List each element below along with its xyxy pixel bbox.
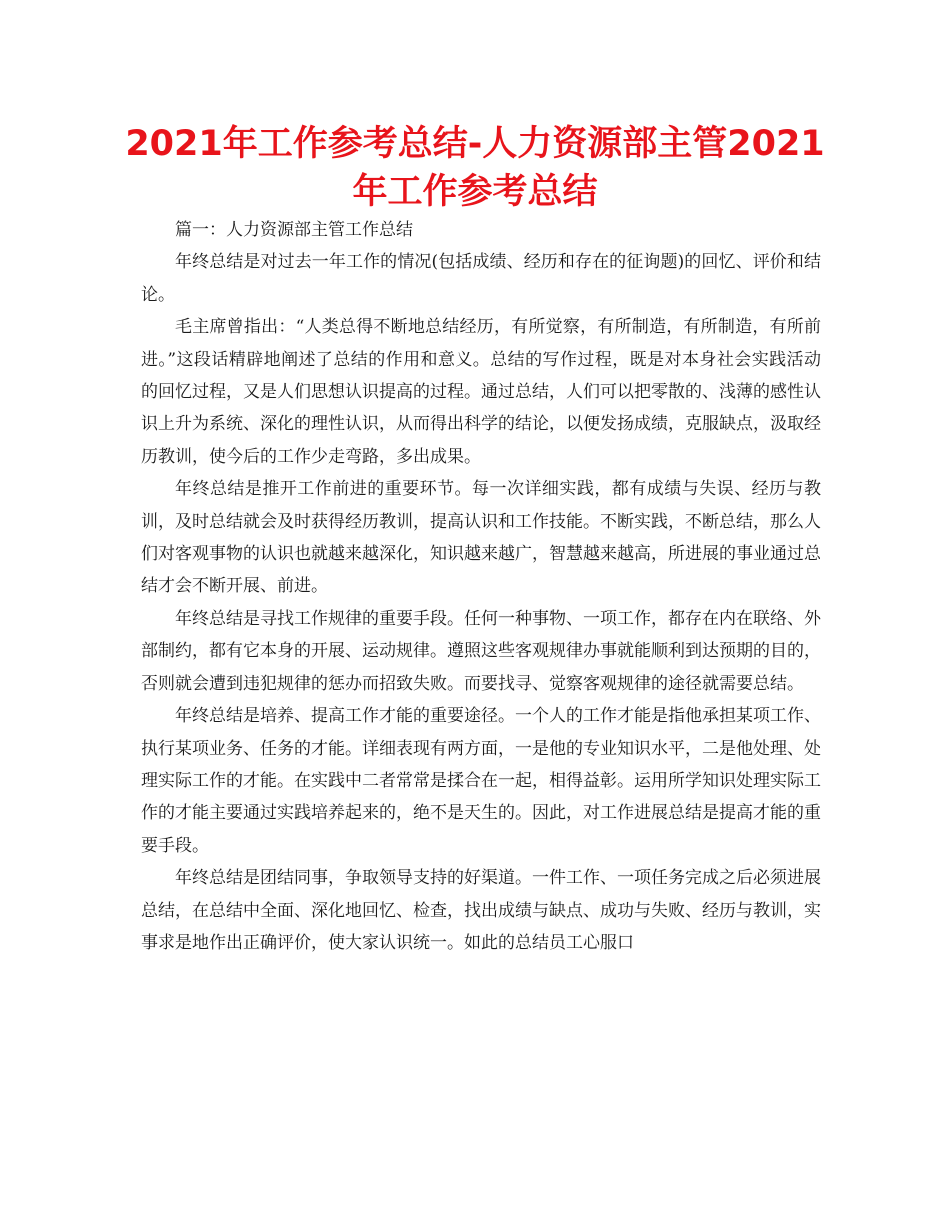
- document-body: [141, 214, 821, 959]
- paragraph: 年终总结是培养、提高工作才能的重要途径。一个人的工作才能是指他承担某项工作、执行某项业务、任务的才能。详细表现有两方面，一是他的专业知识水平，二是他处理、处理实际工作的才能。在实践中二者常常是揉合在一起，相得益彰。运用所学知识处理实际工作的才能主要通过实践培养起来的，绝不是天生的。因此，对工作进展总结是提高才能的重要手段。: [141, 706, 821, 856]
- document-title: 2021年工作参考总结-人力资源部主管2021年工作参考总结: [125, 124, 825, 212]
- paragraph-section-heading: 篇一：人力资源部主管工作总结: [175, 220, 413, 240]
- paragraph: 年终总结是推开工作前进的重要环节。每一次详细实践，都有成绩与失误、经历与教训，及时总结就会及时获得经历教训，提高认识和工作技能。不断实践，不断总结，那么人们对客观事物的认识也就越来越深化，知识越来越广，智慧越来越高，所进展的事业通过总结才会不断开展、前进。: [141, 479, 821, 597]
- paragraph: 年终总结是对过去一年工作的情况(包括成绩、经历和存在的征询题)的回忆、评价和结论。: [141, 252, 821, 305]
- paragraph: 年终总结是团结同事，争取领导支持的好渠道。一件工作、一项任务完成之后必须进展总结，在总结中全面、深化地回忆、检查，找出成绩与缺点、成功与失败、经历与教训，实事求是地作出正确评价，使大家认识统一。如此的总结员工心服口: [141, 868, 821, 953]
- paragraph: 年终总结是寻找工作规律的重要手段。任何一种事物、一项工作，都存在内在联络、外部制约，都有它本身的开展、运动规律。遵照这些客观规律办事就能顺利到达预期的目的，否则就会遭到违犯规律的惩办而招致失败。而要找寻、觉察客观规律的途径就需要总结。: [141, 608, 821, 694]
- paragraph: 毛主席曾指出：“人类总得不断地总结经历，有所觉察，有所制造，有所制造，有所前进。”这段话精辟地阐述了总结的作用和意义。总结的写作过程，既是对本身社会实践活动的回忆过程，又是人们思想认识提高的过程。通过总结，人们可以把零散的、浅薄的感性认识上升为系统、深化的理性认识，从而得出科学的结论，以便发扬成绩，克服缺点，汲取经历教训，使今后的工作少走弯路，多出成果。: [141, 317, 821, 467]
